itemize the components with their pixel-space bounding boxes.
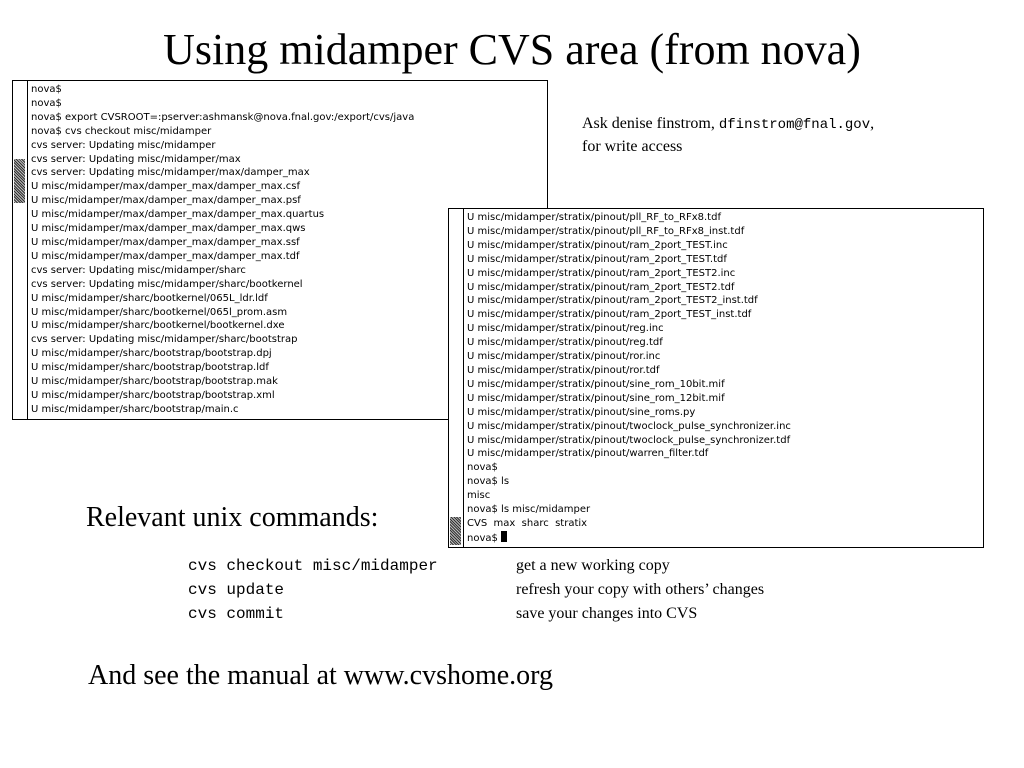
terminal-line: nova$ cvs checkout misc/midamper [31, 125, 212, 137]
terminal-line: U misc/midamper/stratix/pinout/sine_rom_12bit.mif [467, 392, 725, 404]
relevant-commands-heading: Relevant unix commands: [86, 502, 379, 533]
terminal-line: U misc/midamper/stratix/pinout/twoclock_pulse_synchronizer.inc [467, 420, 791, 432]
terminal-line: nova$ ls misc/midamper [467, 504, 591, 516]
terminal-line: U misc/midamper/max/damper_max/damper_max.ssf [31, 236, 300, 248]
terminal-line: U misc/midamper/sharc/bootstrap/bootstrap.xml [31, 389, 275, 401]
note-comma: , [870, 115, 875, 132]
terminal-line: U misc/midamper/stratix/pinout/ram_2port_TEST2_inst.tdf [467, 295, 758, 307]
terminal-line: U misc/midamper/max/damper_max/damper_max.tdf [31, 250, 300, 262]
write-access-note [582, 113, 1002, 158]
terminal-line: U misc/midamper/max/damper_max/damper_max.qws [31, 223, 306, 235]
manual-reference: And see the manual at www.cvshome.org [88, 660, 553, 691]
terminal-line: cvs server: Updating misc/midamper [31, 139, 216, 151]
terminal-line: U misc/midamper/stratix/pinout/sine_rom_10bit.mif [467, 378, 725, 390]
command-update: cvs update [188, 581, 285, 599]
terminal-line: U misc/midamper/sharc/bootkernel/065l_prom.asm [31, 306, 288, 318]
terminal-line: U misc/midamper/stratix/pinout/warren_filter.tdf [467, 448, 709, 460]
terminal-line: U misc/midamper/stratix/pinout/twoclock_pulse_synchronizer.tdf [467, 434, 791, 446]
terminal-line: U misc/midamper/sharc/bootstrap/bootstrap.mak [31, 376, 278, 388]
terminal-line: cvs server: Updating misc/midamper/max/damper_max [31, 167, 310, 179]
terminal-line: U misc/midamper/stratix/pinout/ram_2port_TEST_inst.tdf [467, 309, 752, 321]
terminal-line: CVS max sharc stratix [467, 517, 588, 529]
terminal-scrollbar[interactable] [13, 81, 28, 419]
terminal-line: cvs server: Updating misc/midamper/sharc/bootstrap [31, 334, 298, 346]
email-address: dfinstrom@fnal.gov [718, 117, 871, 133]
terminal-line: U misc/midamper/sharc/bootkernel/bootkernel.dxe [31, 320, 285, 332]
terminal-line: U misc/midamper/sharc/bootstrap/main.c [31, 403, 239, 415]
terminal-line: misc [467, 490, 491, 502]
terminal-window-listing[interactable] [448, 208, 984, 548]
note-prefix: Ask denise finstrom, [582, 115, 719, 132]
command-commit: cvs commit [188, 605, 285, 623]
command-checkout: cvs checkout misc/midamper [188, 557, 438, 575]
note-line2: for write access [582, 138, 683, 155]
terminal-line: nova$ export CVSROOT=:pserver:ashmansk@nova.fnal.gov:/export/cvs/java [31, 111, 415, 123]
terminal-line: U misc/midamper/max/damper_max/damper_max.quartus [31, 209, 325, 221]
terminal-line: U misc/midamper/stratix/pinout/ram_2port_TEST.tdf [467, 253, 727, 265]
terminal-line: U misc/midamper/stratix/pinout/ror.inc [467, 351, 661, 363]
terminal-line: U misc/midamper/max/damper_max/damper_max.psf [31, 195, 301, 207]
terminal-line: cvs server: Updating misc/midamper/sharc/bootkernel [31, 278, 303, 290]
terminal-line: U misc/midamper/sharc/bootstrap/bootstrap.ldf [31, 362, 269, 374]
scrollbar-thumb[interactable] [450, 517, 461, 545]
terminal-line: nova$ [31, 84, 62, 95]
terminal-output [467, 211, 981, 546]
terminal-line: nova$ [31, 97, 62, 109]
terminal-line: U misc/midamper/stratix/pinout/ror.tdf [467, 364, 660, 376]
command-checkout-desc: get a new working copy [516, 557, 670, 574]
terminal-line: cvs server: Updating misc/midamper/sharc [31, 264, 246, 276]
terminal-line: U misc/midamper/stratix/pinout/reg.inc [467, 323, 664, 335]
terminal-line: U misc/midamper/stratix/pinout/sine_roms.py [467, 406, 696, 418]
terminal-line: U misc/midamper/sharc/bootstrap/bootstrap.dpj [31, 348, 272, 360]
terminal-line: U misc/midamper/stratix/pinout/ram_2port_TEST.inc [467, 239, 728, 251]
terminal-cursor [501, 531, 507, 542]
terminal-line: U misc/midamper/sharc/bootkernel/065L_ldr.ldf [31, 292, 268, 304]
scrollbar-thumb[interactable] [14, 159, 25, 203]
command-update-desc: refresh your copy with others’ changes [516, 581, 765, 598]
terminal-line: U misc/midamper/stratix/pinout/reg.tdf [467, 337, 663, 349]
slide-title: Using midamper CVS area (from nova) [163, 25, 861, 74]
terminal-line: nova$ ls [467, 476, 510, 488]
terminal-line: U misc/midamper/stratix/pinout/ram_2port_TEST2.tdf [467, 281, 735, 293]
command-commit-desc: save your changes into CVS [516, 605, 698, 622]
terminal-scrollbar[interactable] [449, 209, 464, 547]
terminal-line: cvs server: Updating misc/midamper/max [31, 153, 241, 165]
terminal-line: U misc/midamper/max/damper_max/damper_max.csf [31, 181, 300, 193]
terminal-line: U misc/midamper/stratix/pinout/ram_2port_TEST2.inc [467, 267, 736, 279]
terminal-line: nova$ [467, 531, 981, 546]
terminal-line: U misc/midamper/stratix/pinout/pll_RF_to_RFx8_inst.tdf [467, 225, 745, 237]
terminal-line: nova$ [467, 462, 498, 474]
terminal-line: U misc/midamper/stratix/pinout/pll_RF_to_RFx8.tdf [467, 212, 721, 223]
